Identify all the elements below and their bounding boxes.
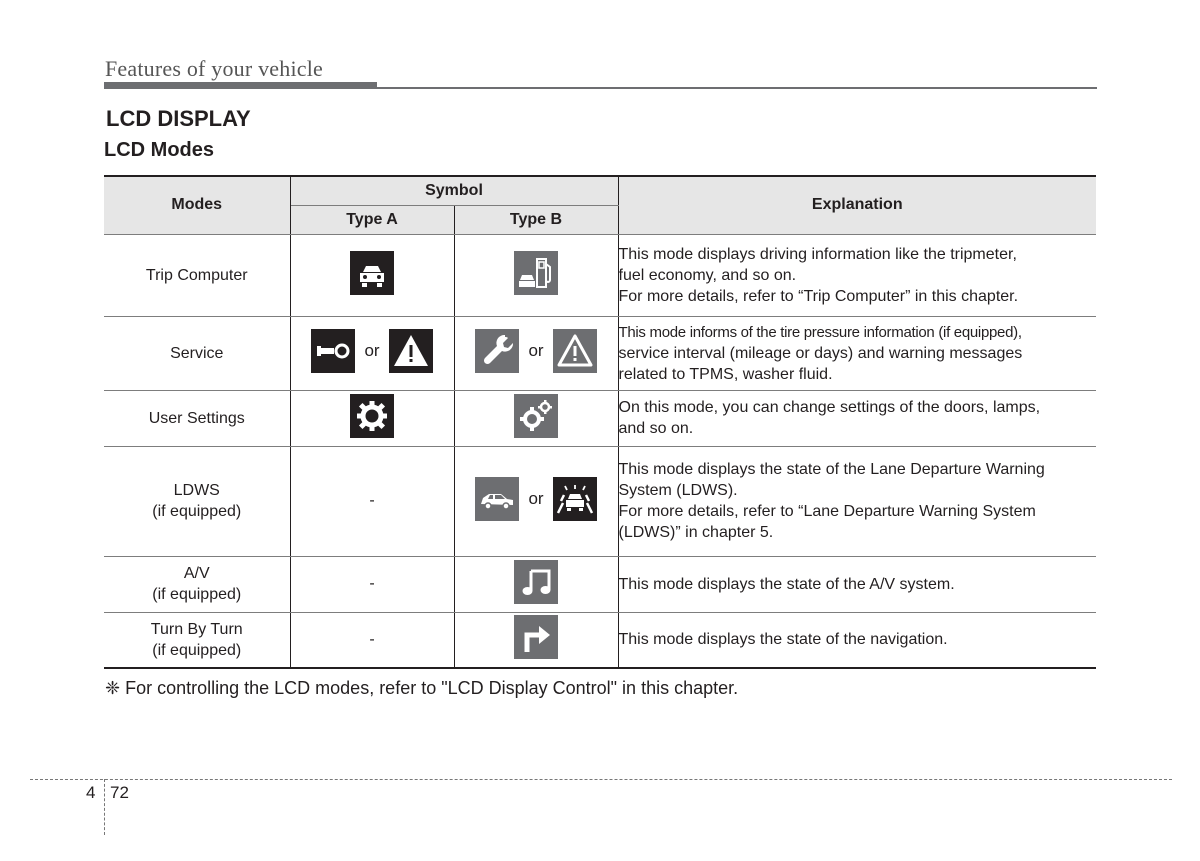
- mode-cell: [104, 390, 290, 446]
- page-section-number: 4: [86, 783, 96, 802]
- table-row: [104, 446, 1096, 556]
- symbol-group: [514, 251, 558, 295]
- symbol-cell-type-a: [290, 234, 454, 316]
- explanation-line: For more details, refer to “Lane Departure Warning System: [618, 503, 1036, 520]
- page-number: 72: [110, 783, 129, 802]
- mode-name-line: (if equipped): [152, 586, 242, 603]
- no-symbol-dash: -: [369, 630, 375, 648]
- mode-cell: [104, 612, 290, 668]
- table-row: [104, 234, 1096, 316]
- explanation-line: For more details, refer to “Trip Computer” in this chapter.: [618, 287, 1019, 305]
- or-label: or: [528, 340, 544, 360]
- no-symbol-dash: -: [369, 575, 375, 592]
- explanation-cell: [618, 316, 1096, 390]
- explanation-line: fuel economy, and so on.: [618, 266, 797, 284]
- header-rule-thin: [377, 87, 1097, 89]
- symbol-cell-type-b: [454, 612, 618, 668]
- symbol-group: [475, 329, 596, 373]
- car-front-icon: [350, 251, 394, 295]
- mode-name-line: Service: [170, 344, 224, 362]
- footer-rule: [30, 779, 1172, 780]
- footer-divider: [104, 779, 105, 835]
- section-title: LCD DISPLAY: [106, 106, 251, 131]
- explanation-line: service interval (mileage or days) and warning messages: [618, 344, 1023, 362]
- table-row: [104, 612, 1096, 668]
- wrench-icon: [311, 329, 355, 373]
- table-row: [104, 390, 1096, 446]
- header-rule-thick: [104, 82, 377, 89]
- symbol-cell-type-b: [454, 446, 618, 556]
- symbol-group: [311, 329, 432, 373]
- mode-cell: [104, 234, 290, 316]
- header-type-b: Type B: [454, 205, 618, 234]
- symbol-group: [514, 560, 558, 604]
- symbol-cell-type-a: [290, 612, 454, 668]
- gears-icon: [514, 394, 558, 438]
- symbol-cell-type-b: [454, 234, 618, 316]
- explanation-line: This mode displays the state of the navigation.: [618, 631, 948, 649]
- explanation-line: On this mode, you can change settings of the doors, lamps,: [618, 399, 1041, 416]
- symbol-cell-type-b: [454, 316, 618, 390]
- symbol-cell-type-a: [290, 556, 454, 612]
- gear-icon: [350, 394, 394, 438]
- mode-name-line: Turn By Turn: [150, 620, 243, 638]
- explanation-line: This mode displays driving information like the tripmeter,: [618, 245, 1017, 263]
- running-header: Features of your vehicle: [105, 56, 324, 81]
- symbol-group: [350, 251, 394, 295]
- explanation-line: This mode informs of the tire pressure information (if equipped),: [618, 323, 1022, 341]
- explanation-line: related to TPMS, washer fluid.: [618, 365, 833, 383]
- mode-cell: [104, 556, 290, 612]
- explanation-line: This mode displays the state of the Lane Departure Warning: [618, 461, 1045, 478]
- explanation-cell: [618, 446, 1096, 556]
- explanation-line: System (LDWS).: [618, 482, 738, 499]
- symbol-cell-type-a: [290, 446, 454, 556]
- mode-name-line: A/V: [183, 565, 210, 582]
- table-row: [104, 556, 1096, 612]
- explanation-cell: [618, 612, 1096, 668]
- symbol-group: [350, 394, 394, 438]
- no-symbol-dash: -: [369, 492, 375, 509]
- turn-right-arrow-icon: [514, 615, 558, 659]
- wrench-icon: [475, 329, 519, 373]
- symbol-cell-type-b: [454, 556, 618, 612]
- header-symbol: Symbol: [290, 176, 618, 205]
- symbol-cell-type-a: [290, 390, 454, 446]
- explanation-line: (LDWS)” in chapter 5.: [618, 524, 774, 541]
- symbol-group: [514, 394, 558, 438]
- mode-cell: [104, 446, 290, 556]
- explanation-cell: [618, 234, 1096, 316]
- or-label: or: [528, 488, 544, 508]
- mode-name-line: LDWS: [173, 482, 220, 499]
- explanation-cell: [618, 556, 1096, 612]
- music-note-icon: [514, 560, 558, 604]
- explanation-cell: [618, 390, 1096, 446]
- footnote: ❈ For controlling the LCD modes, refer to "LCD Display Control" in this chapter.: [105, 678, 739, 698]
- mode-name-line: User Settings: [148, 409, 245, 427]
- lane-departure-icon: [553, 477, 597, 521]
- lcd-modes-table: [104, 175, 1096, 669]
- mode-name-line: (if equipped): [152, 641, 242, 659]
- symbol-cell-type-a: [290, 316, 454, 390]
- table-row: [104, 316, 1096, 390]
- mode-name-line: Trip Computer: [145, 266, 248, 284]
- symbol-group: [475, 477, 596, 521]
- sub-title: LCD Modes: [104, 139, 214, 161]
- car-side-icon: [475, 477, 519, 521]
- car-fuel-pump-icon: [514, 251, 558, 295]
- header-type-a: Type A: [290, 205, 454, 234]
- warning-triangle-icon: [389, 329, 433, 373]
- header-modes: Modes: [104, 176, 290, 234]
- explanation-line: and so on.: [618, 420, 694, 437]
- or-label: or: [364, 340, 380, 360]
- explanation-line: This mode displays the state of the A/V system.: [618, 575, 955, 593]
- symbol-cell-type-b: [454, 390, 618, 446]
- header-explanation: Explanation: [618, 176, 1096, 234]
- warning-triangle-outline-icon: [553, 329, 597, 373]
- mode-name-line: (if equipped): [152, 503, 242, 520]
- mode-cell: [104, 316, 290, 390]
- symbol-group: [514, 615, 558, 659]
